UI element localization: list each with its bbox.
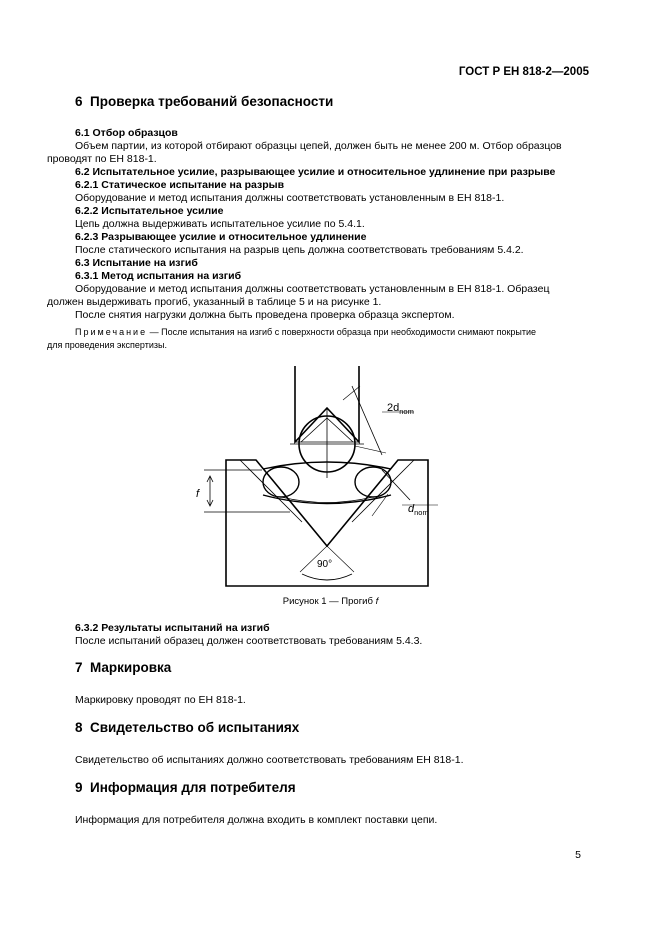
section-9-heading — [75, 780, 296, 795]
note-line-2: для проведения экспертизы. — [47, 340, 167, 350]
section-8-number: 8 — [75, 720, 83, 735]
section-7-title: Маркировка — [90, 660, 172, 675]
section-7-heading — [75, 660, 171, 675]
clause-6-1-text-1: Объем партии, из которой отбирают образцы цепей, должен быть не менее 200 м. Отбор образцов — [75, 140, 562, 152]
section-8-heading — [75, 720, 299, 735]
clause-6-3-1-text-3: После снятия нагрузки должна быть проведена проверка образца экспертом. — [75, 309, 455, 321]
figure-caption: Рисунок 1 — Прогиб f — [282, 596, 379, 607]
clause-6-1-text-2: проводят по ЕН 818-1. — [47, 153, 157, 165]
section-9-title: Информация для потребителя — [90, 780, 296, 795]
dimension-d-line — [382, 470, 410, 500]
clause-6-2-2-title: 6.2.2 Испытательное усилие — [75, 205, 224, 217]
clause-6-2-1-title: 6.2.1 Статическое испытание на разрыв — [75, 179, 285, 191]
section-7-number: 7 — [75, 660, 83, 675]
clause-6-3-1-text-1: Оборудование и метод испытания должны соответствовать установленным в ЕН 818-1. Образец — [75, 283, 550, 295]
label-angle: 90° — [317, 559, 333, 570]
label-2d: $2d_{nom}$ — [387, 402, 414, 416]
chain-link-left — [263, 467, 299, 497]
section-9-text: Информация для потребителя должна входить в комплект поставки цепи. — [75, 814, 438, 826]
clause-6-2-2-text: Цепь должна выдерживать испытательное усилие по 5.4.1. — [75, 218, 365, 230]
note-label: Примечание — [75, 327, 148, 337]
clause-6-3-1-title: 6.3.1 Метод испытания на изгиб — [75, 270, 242, 282]
section-8-title: Свидетельство об испытаниях — [90, 720, 300, 735]
page-number: 5 — [575, 849, 581, 861]
chain-link-right — [355, 467, 391, 497]
clause-6-2-3-text: После статического испытания на разрыв цепь должна соответствовать требованиям 5.4.2. — [75, 244, 524, 256]
clause-6-3-2-title: 6.3.2 Результаты испытаний на изгиб — [75, 622, 270, 634]
label-d: $d_{nom}$ — [408, 503, 429, 517]
clause-6-2-title: 6.2 Испытательное усилие, разрывающее усилие и относительное удлинение при разрыве — [75, 166, 556, 178]
angle-arc — [302, 574, 352, 580]
section-8-text: Свидетельство об испытаниях должно соответствовать требованиям ЕН 818-1. — [75, 754, 464, 766]
clause-6-3-2-text: После испытаний образец должен соответствовать требованиям 5.4.3. — [75, 635, 423, 647]
section-9-number: 9 — [75, 780, 83, 795]
section-6-title: Проверка требований безопасности — [90, 94, 334, 109]
section-6-number: 6 — [75, 94, 83, 109]
note-text-1: — После испытания на изгиб с поверхности образца при необходимости снимают покрытие — [147, 327, 537, 337]
clause-6-1-title: 6.1 Отбор образцов — [75, 127, 178, 139]
clause-6-2-1-text: Оборудование и метод испытания должны соответствовать установленным в ЕН 818-1. — [75, 192, 505, 204]
standard-designation: ГОСТ Р ЕН 818-2—2005 — [458, 66, 589, 78]
dimension-2d-line — [352, 386, 382, 455]
label-f: f — [196, 488, 200, 500]
section-7-text: Маркировку проводят по ЕН 818-1. — [75, 694, 246, 706]
clause-6-2-3-title: 6.2.3 Разрывающее усилие и относительное удлинение — [75, 231, 367, 243]
clause-6-3-1-text-2: должен выдерживать прогиб, указанный в таблице 5 и на рисунке 1. — [47, 296, 382, 308]
clause-6-3-title: 6.3 Испытание на изгиб — [75, 257, 198, 269]
